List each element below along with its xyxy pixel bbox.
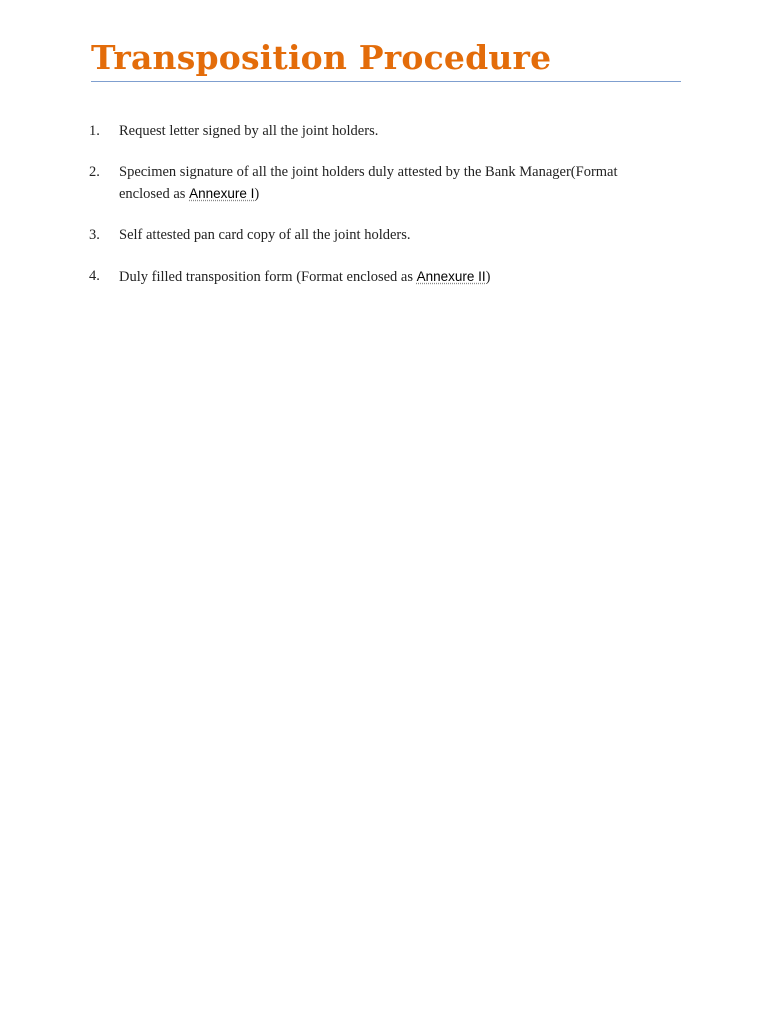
annexure-i-link[interactable]: Annexure I (189, 186, 255, 201)
list-item-text: Request letter signed by all the joint holders. (119, 123, 379, 139)
list-item-3 (89, 225, 669, 246)
list-item-1 (89, 121, 669, 142)
list-item-2 (89, 162, 669, 205)
title-underline-divider (91, 81, 681, 82)
list-item-number: 2. (89, 164, 100, 180)
list-item-number: 3. (89, 227, 100, 243)
list-item-number: 1. (89, 123, 100, 139)
list-item-number: 4. (89, 268, 100, 284)
list-item-text-end: ) (485, 269, 491, 285)
annexure-ii-link[interactable]: Annexure II (416, 269, 486, 284)
page-title: Transposition Procedure (91, 38, 552, 77)
list-item-text: Duly filled transposition form (Format enclosed as (119, 269, 417, 285)
procedure-list (89, 121, 669, 308)
list-item-4 (89, 266, 669, 288)
list-item-text-end: ) (254, 186, 260, 202)
list-item-text: Self attested pan card copy of all the joint holders. (119, 227, 411, 243)
list-item-text: Specimen signature of all the joint holders duly attested by the Bank Manager(Format enclosed as (119, 164, 618, 202)
